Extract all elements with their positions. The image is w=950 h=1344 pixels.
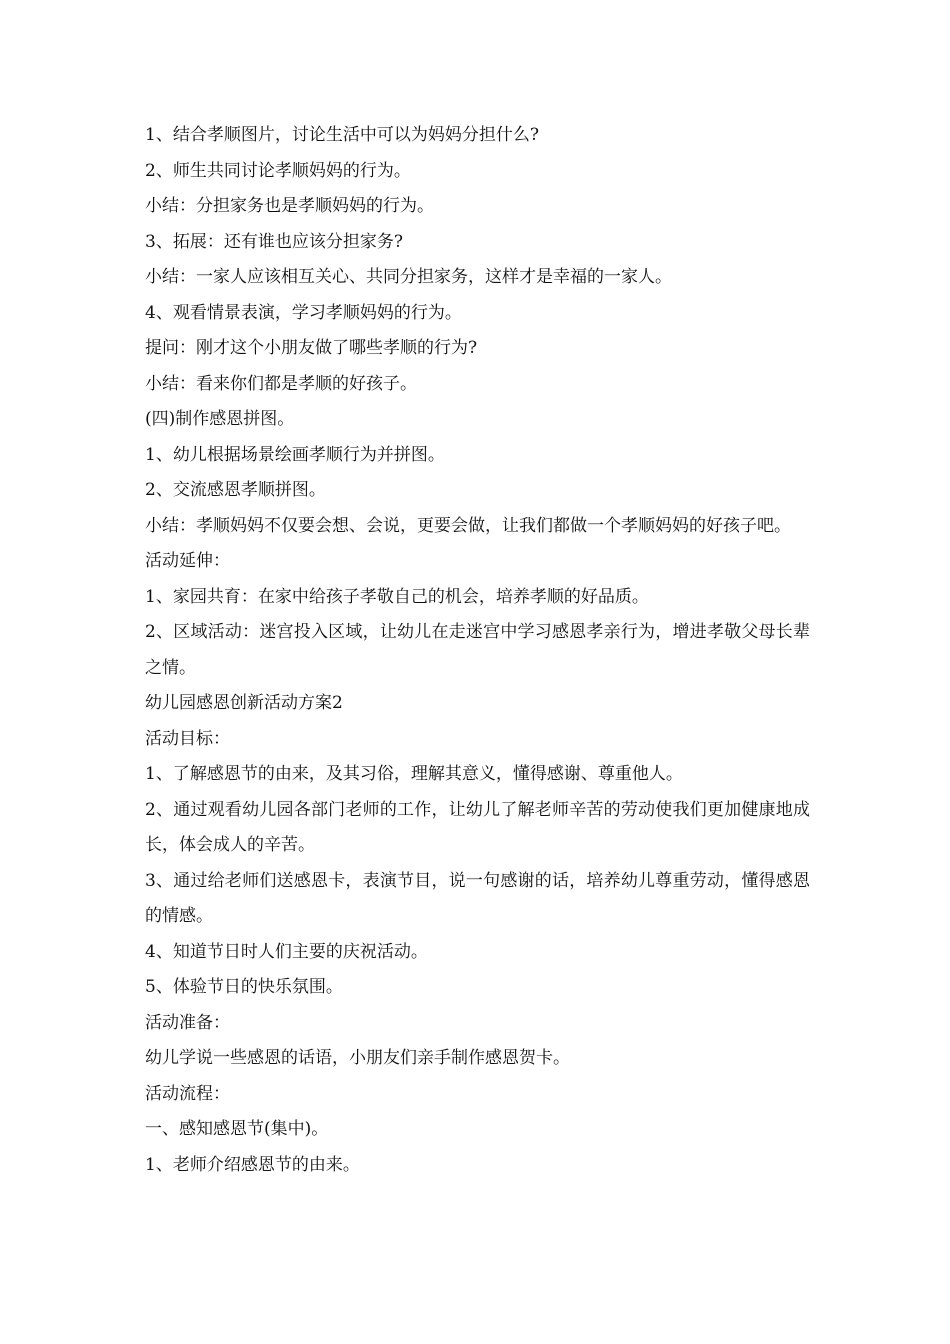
section-heading: 活动准备：	[145, 1012, 230, 1033]
paragraph: 1、家园共育：在家中给孩子孝敬自己的机会，培养孝顺的好品质。	[145, 586, 649, 607]
paragraph: 4、观看情景表演，学习孝顺妈妈的行为。	[145, 302, 462, 323]
section-heading: 活动流程：	[145, 1083, 230, 1104]
paragraph: 提问：刚才这个小朋友做了哪些孝顺的行为?	[145, 338, 478, 358]
paragraph: 小结：分担家务也是孝顺妈妈的行为。	[145, 196, 434, 216]
paragraph: 2、交流感恩孝顺拼图。	[145, 480, 326, 500]
paragraph: 4、知道节日时人们主要的庆祝活动。	[145, 941, 428, 962]
paragraph: 2、区域活动：迷宫投入区域，让幼儿在走迷宫中学习感恩孝亲行为，增进孝敬父母长辈之情。	[145, 622, 810, 678]
paragraph: 1、了解感恩节的由来，及其习俗，理解其意义，懂得感谢、尊重他人。	[145, 764, 683, 784]
paragraph: 1、结合孝顺图片，讨论生活中可以为妈妈分担什么?	[145, 125, 539, 145]
paragraph: 2、师生共同讨论孝顺妈妈的行为。	[145, 160, 411, 181]
paragraph: 1、幼儿根据场景绘画孝顺行为并拼图。	[145, 444, 445, 465]
paragraph: 小结：一家人应该相互关心、共同分担家务，这样才是幸福的一家人。	[145, 267, 672, 287]
paragraph: 2、通过观看幼儿园各部门老师的工作，让幼儿了解老师辛苦的劳动使我们更加健康地成长，体会成人的辛苦。	[145, 799, 810, 855]
paragraph: 小结：看来你们都是孝顺的好孩子。	[145, 373, 417, 394]
section-heading: (四)制作感恩拼图。	[145, 409, 295, 429]
paragraph: 5、体验节日的快乐氛围。	[145, 977, 343, 997]
document-body	[145, 118, 810, 1183]
paragraph: 小结：孝顺妈妈不仅要会想、会说，更要会做，让我们都做一个孝顺妈妈的好孩子吧。	[145, 515, 791, 536]
document-title: 幼儿园感恩创新活动方案2	[145, 693, 343, 713]
section-heading: 活动延伸：	[145, 551, 230, 571]
paragraph: 1、老师介绍感恩节的由来。	[145, 1154, 360, 1175]
paragraph: 幼儿学说一些感恩的话语，小朋友们亲手制作感恩贺卡。	[145, 1048, 570, 1068]
paragraph: 3、通过给老师们送感恩卡，表演节目，说一句感谢的话，培养幼儿尊重劳动，懂得感恩的情感。	[145, 870, 810, 926]
paragraph: 一、感知感恩节(集中)。	[145, 1119, 329, 1139]
paragraph: 3、拓展：还有谁也应该分担家务?	[145, 231, 403, 252]
section-heading: 活动目标：	[145, 728, 230, 749]
